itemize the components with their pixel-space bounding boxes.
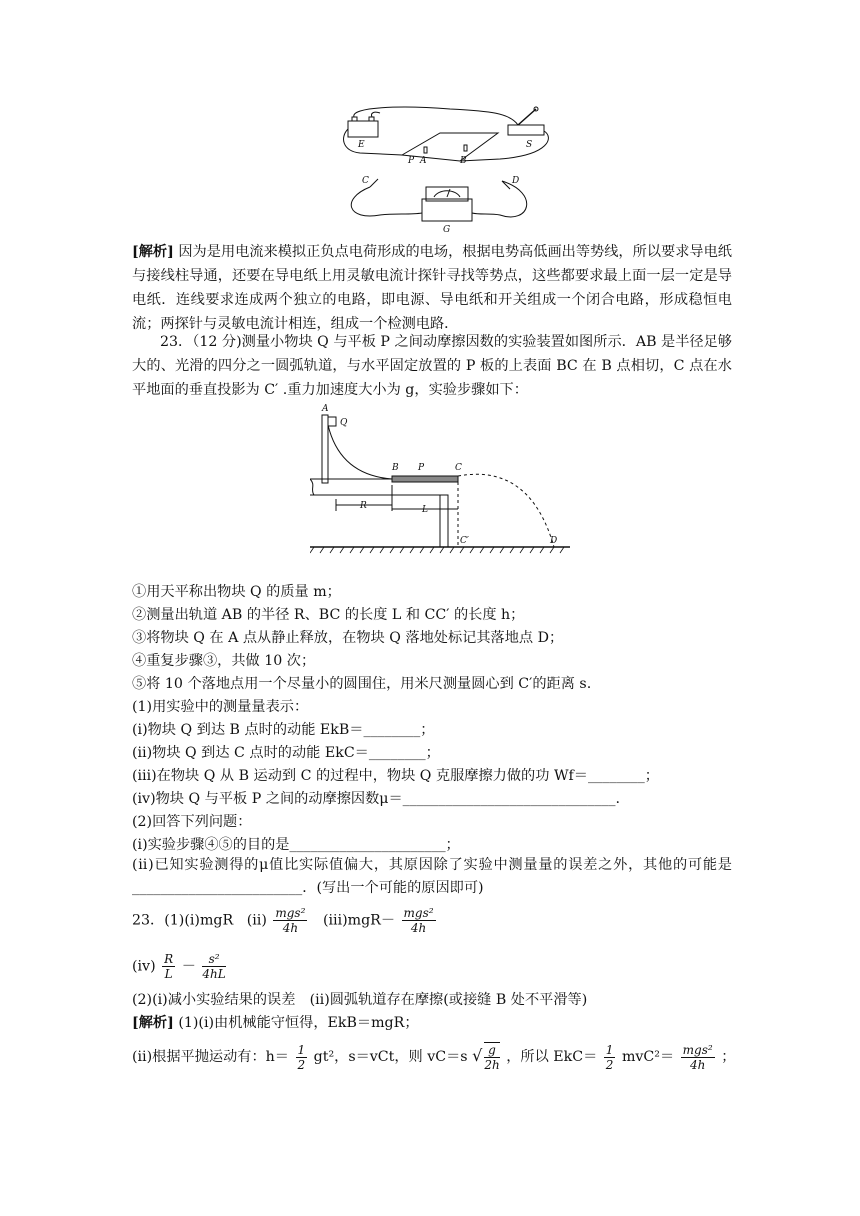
answer-analysis-line-2: (ⅱ)根据平抛运动有：h＝ $\frac{1}{2}$ gt²，s＝vCt，则 vC＝s √ $\frac{g}{2h}$ ，所以 EkC＝ $\frac{1}{2}$ mvC²＝ $\frac{\text{mgs²}}{4h}$ ； (132, 1042, 736, 1072)
svg-text:B: B (392, 463, 399, 473)
part-1-item-iii: (ⅲ)在物块 Q 从 B 运动到 C 的过程中，物块 Q 克服摩擦力做的功 Wf＝________； (132, 768, 659, 784)
svg-text:C′: C′ (460, 536, 469, 546)
analysis-tag: [解析] (132, 244, 174, 260)
svg-text:Q: Q (340, 418, 348, 428)
answer-part-2: (2)(ⅰ)减小实验结果的误差 (ⅱ)圆弧轨道存在摩擦(或接缝 B 处不平滑等) (132, 992, 588, 1008)
answer-i: 23．(1)(ⅰ)mgR (132, 912, 234, 929)
answer-iv-fraction-1: $\frac{R}{L}$ (164, 952, 174, 981)
svg-text:P: P (408, 156, 415, 166)
circuit-apparatus-figure (340, 103, 560, 237)
svg-text:E: E (358, 140, 365, 150)
answer-iii-fraction: $\frac{\text{mgs²}}{4h}$ (403, 906, 434, 935)
half-fraction-2: $\frac{1}{2}$ (605, 1042, 614, 1072)
svg-text:P: P (418, 463, 425, 473)
svg-text:G: G (443, 225, 451, 235)
analysis-paragraph-1 (132, 240, 732, 336)
part-1-heading: (1)用实验中的测量量表示： (132, 699, 309, 715)
svg-text:R: R (360, 501, 367, 511)
svg-text:B: B (460, 156, 467, 166)
answer-analysis-line-1: [解析] (1)(ⅰ)由机械能守恒得，EkB＝mgR； (132, 1015, 419, 1031)
answer-ii-fraction: $\frac{\text{mgs²}}{4h}$ (275, 906, 306, 935)
step-3: ③将物块 Q 在 A 点从静止释放，在物块 Q 落地处标记其落地点 D； (132, 630, 564, 646)
analysis-text: 因为是用电流来模拟正负点电荷形成的电场，根据电势高低画出等势线，所以要求导电纸与接线柱导通，还要在导电纸上用灵敏电流计探针寻找等势点，这些都要求最上面一层一定是导电纸．连线要求连成两个独立的电路，即电源、导电纸和开关组成一个闭合电路，形成稳恒电流；两探针与灵敏电流计相连，组成一个检测电路． (132, 244, 732, 332)
svg-text:S: S (526, 140, 533, 150)
half-fraction: $\frac{1}{2}$ (297, 1042, 306, 1072)
svg-text:D: D (512, 176, 520, 186)
answer-iv-fraction-2: $\frac{\text{s²}}{4hL}$ (202, 952, 226, 981)
svg-text:A: A (420, 156, 427, 166)
arc-track-figure (310, 403, 570, 555)
answer-ii-label: (ⅱ) (246, 912, 267, 929)
part-1-item-iv: (ⅳ)物块 Q 与平板 P 之间的动摩擦因数μ＝______________________________. (132, 791, 621, 807)
question-23-intro: 23．（12 分)测量小物块 Q 与平板 P 之间动摩擦因数的实验装置如图所示．AB 是半径足够大的、光滑的四分之一圆弧轨道，与水平固定放置的 P 板的上表面 BC 在 B 点相切，C 点在水平地面的垂直投影为 C′ .重力加速度大小为 g，实验步骤如下： (132, 334, 732, 398)
answer-part-1-line (132, 906, 438, 935)
svg-text:L: L (422, 505, 428, 515)
part-1-item-i: (ⅰ)物块 Q 到达 B 点时的动能 EkB＝________； (132, 722, 435, 738)
svg-text:C: C (455, 463, 462, 473)
part-2-item-i: (ⅰ)实验步骤④⑤的目的是______________________； (132, 837, 460, 853)
part-2-heading: (2)回答下列问题： (132, 814, 252, 830)
step-2: ②测量出轨道 AB 的半径 R、BC 的长度 L 和 CC′ 的长度 h； (132, 607, 525, 623)
step-5: ⑤将 10 个落地点用一个尽量小的圆围住，用米尺测量圆心到 C′的距离 s. (132, 676, 592, 692)
part-1-item-ii: (ⅱ)物块 Q 到达 C 点时的动能 EkC＝________； (132, 745, 440, 761)
answer-iii-label: (ⅲ)mgR－ (322, 912, 396, 929)
answer-iv-line: (ⅳ) $\frac{R}{L}$ － $\frac{\text{s²}}{4hL}$ (132, 952, 226, 981)
answer-iv-label: (ⅳ) (132, 958, 156, 975)
ekc-fraction: $\frac{\text{mgs²}}{4h}$ (682, 1042, 713, 1072)
svg-text:A: A (322, 404, 329, 414)
step-1: ①用天平称出物块 Q 的质量 m； (132, 584, 341, 600)
part-2-item-ii: (ⅱ)已知实验测得的μ值比实际值偏大，其原因除了实验中测量量的误差之外，其他的可能是________________________．(写出一个可能的原因即可) (132, 857, 732, 896)
step-4: ④重复步骤③，共做 10 次； (132, 653, 316, 669)
svg-text:D: D (550, 536, 558, 546)
svg-text:C: C (362, 176, 369, 186)
sqrt-fraction: $\frac{g}{2h}$ (484, 1043, 500, 1072)
